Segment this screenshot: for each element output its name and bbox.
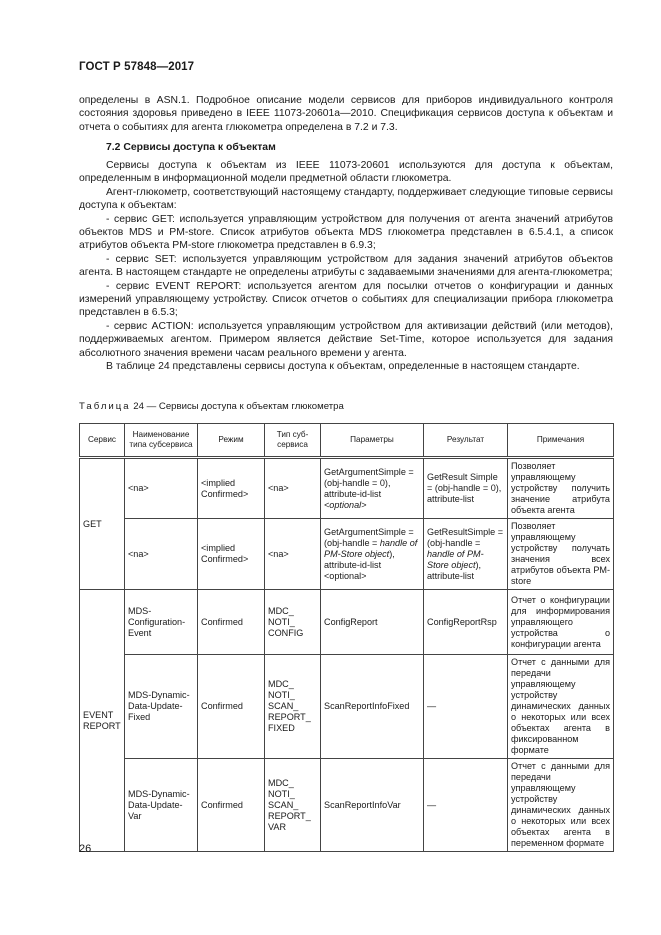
table-caption: Таблица 24 — Сервисы доступа к объектам глюкометра <box>79 401 344 412</box>
mode-cell: <implied Confirmed> <box>198 519 265 590</box>
subservice-name-cell: <na> <box>125 458 198 519</box>
list-item-event-report: - сервис EVENT REPORT: используется агентом для посылки отчетов о конфигурации и данных измерений управляющему устройству. Список отчетов о событиях для специализации прибора глюкометра представлен в 6.5.3; <box>79 280 613 319</box>
header-notes: Примечания <box>508 424 614 458</box>
table-row <box>80 759 614 852</box>
subservice-name-cell: MDS-Dynamic-Data-Update-Var <box>125 759 198 852</box>
notes-cell: Отчет с данными для передачи управляющему устройству динамических данных о некоторых или всех объектах агента в фиксированном формате <box>508 655 614 759</box>
parameters-cell: ScanReportInfoVar <box>321 759 424 852</box>
notes-cell: Отчет с данными для передачи управляющему устройству динамических данных о некоторых или всех объектах агента в переменном формате <box>508 759 614 852</box>
mode-cell: Confirmed <box>198 759 265 852</box>
subservice-type-cell: MDC_ NOTI_ SCAN_ REPORT_ VAR <box>265 759 321 852</box>
subservice-name-cell: MDS-Dynamic-Data-Update-Fixed <box>125 655 198 759</box>
table-header-row <box>80 424 614 458</box>
table-row <box>80 458 614 519</box>
table-row <box>80 590 614 655</box>
section-body <box>79 159 613 374</box>
service-cell: EVENT REPORT <box>80 590 125 852</box>
mode-cell: <implied Confirmed> <box>198 458 265 519</box>
table-row <box>80 519 614 590</box>
page-number: 26 <box>79 843 92 855</box>
header-mode: Режим <box>198 424 265 458</box>
table-row <box>80 655 614 759</box>
notes-cell: Позволяет управляющему устройству получать значения всех атрибутов объекта PM-store <box>508 519 614 590</box>
subservice-type-cell: MDC_ NOTI_ SCAN_ REPORT_ FIXED <box>265 655 321 759</box>
header-service: Сервис <box>80 424 125 458</box>
parameters-cell: GetArgumentSimple = (obj-handle = 0), attribute-id-list <optional> <box>321 458 424 519</box>
mode-cell: Confirmed <box>198 590 265 655</box>
paragraph: Агент-глюкометр, соответствующий настоящему стандарту, поддерживает следующие типовые сервисы доступа к объектам: <box>79 186 613 212</box>
mode-cell: Confirmed <box>198 655 265 759</box>
list-item-get: - сервис GET: используется управляющим устройством для получения от агента значений атрибутов объектов MDS и PM-store. Список атрибутов объекта MDS глюкометра представлен в 6.5.4.1, а список атрибутов объекта PM-store глюкометра представлен в 6.9.3; <box>79 213 613 252</box>
header-parameters: Параметры <box>321 424 424 458</box>
subservice-name-cell: <na> <box>125 519 198 590</box>
services-table <box>79 423 614 852</box>
list-item-set: - сервис SET: используется управляющим устройством для задания значений атрибутов объектов агента. В настоящем стандарте не определены атрибуты с задаваемыми значениями для агента-глюкометра; <box>79 253 613 279</box>
paragraph: Сервисы доступа к объектам из IEEE 11073-20601 используются для доступа к объектам, определенным в информационной модели предметной области глюкометра. <box>79 160 613 185</box>
section-heading: 7.2 Сервисы доступа к объектам <box>106 142 276 153</box>
subservice-type-cell: <na> <box>265 458 321 519</box>
result-cell: GetResult Simple = (obj-handle = 0), attribute-list <box>424 458 508 519</box>
subservice-type-cell: MDC_ NOTI_ CONFIG <box>265 590 321 655</box>
service-cell: GET <box>80 458 125 590</box>
header-subservice-type: Тип суб- сервиса <box>265 424 321 458</box>
header-subservice-name: Наименование типа субсервиса <box>125 424 198 458</box>
intro-paragraph: определены в ASN.1. Подробное описание модели сервисов для приборов индивидуального контроля состояния здоровья приведено в IEEE 11073-20601a—2010. Спецификация сервисов доступа к объектам и отчета о событиях для агента глюкометра определена в 7.2 и 7.3. <box>79 95 613 133</box>
notes-cell: Отчет о конфигурации для информирования управляющего устройства о конфигурации агента <box>508 590 614 655</box>
result-cell: ConfigReportRsp <box>424 590 508 655</box>
subservice-name-cell: MDS-Configuration-Event <box>125 590 198 655</box>
parameters-cell: ScanReportInfoFixed <box>321 655 424 759</box>
parameters-cell: GetArgumentSimple = (obj-handle = handle of PM-Store object), attribute-id-list <optional> <box>321 519 424 590</box>
header-result: Результат <box>424 424 508 458</box>
notes-cell: Позволяет управляющему устройству получить значение атрибута объекта агента <box>508 458 614 519</box>
result-cell: GetResultSimple = (obj-handle = handle of PM-Store object), attribute-list <box>424 519 508 590</box>
subservice-type-cell: <na> <box>265 519 321 590</box>
document-header: ГОСТ Р 57848—2017 <box>79 61 195 73</box>
list-item-action: - сервис ACTION: используется управляющим устройством для активизации действий (или методов), поддерживаемых агентом. Примером является действие Set-Time, которое используется для задания абсолютного значения времени часам реального времени у агента. <box>79 320 613 359</box>
result-cell: — <box>424 759 508 852</box>
parameters-cell: ConfigReport <box>321 590 424 655</box>
paragraph: В таблице 24 представлены сервисы доступа к объектам, определенные в настоящем стандарте. <box>106 361 580 373</box>
result-cell: — <box>424 655 508 759</box>
